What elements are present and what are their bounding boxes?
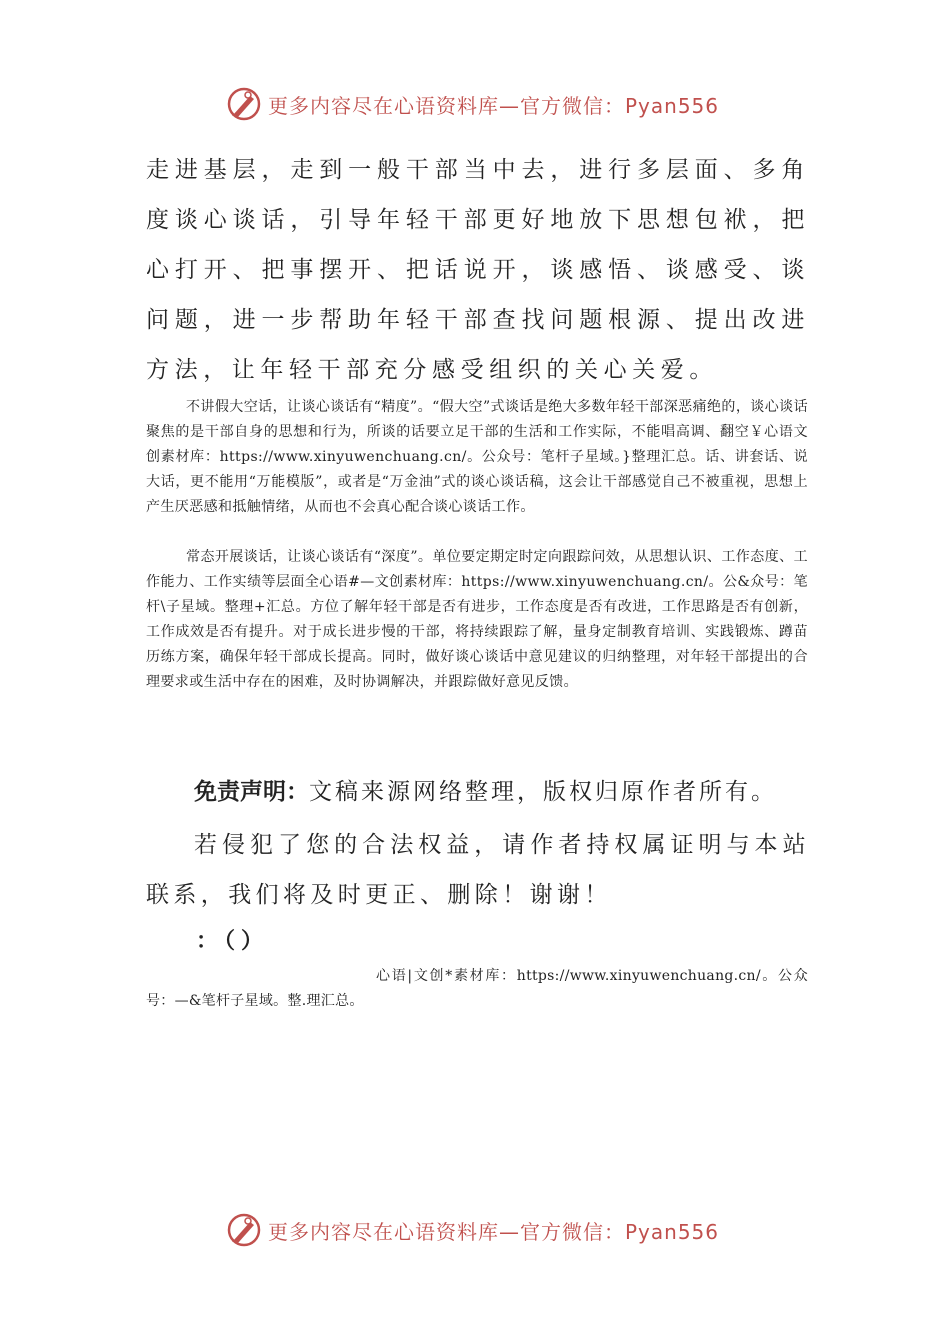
disclaimer-label: 免责声明： <box>194 779 309 805</box>
large-paragraph: 走进基层，走到一般干部当中去，进行多层面、多角度谈心谈话，引导年轻干部更好地放下思想包袱，把心打开、把事摆开、把话说开，谈感悟、谈感受、谈问题，进一步帮助年轻干部查找问题根源、提出改进方法，让年轻干部充分感受组织的关心关爱。 <box>146 157 810 383</box>
disclaimer-line-2: 若侵犯了您的合法权益，请作者持权属证明与本站联系，我们将及时更正、删除！谢谢！ <box>146 832 810 908</box>
body-paragraph-precision: 不讲假大空话，让谈心谈话有“精度”。“假大空”式谈话是绝大多数年轻干部深恶痛绝的，谈心谈话聚焦的是干部自身的思想和行为，所谈的话要立足干部的生活和工作实际，不能唱高调、翻空￥心语文创素材库：https://www.xinyuwenchuang.cn/。公众号：笔杆子星域。}整理汇总。话、讲套话、说大话，更不能用“万能模版”，或者是“万金油”式的谈心谈话稿，这会让干部感觉自己不被重视，思想上产生厌恶感和抵触情绪，从而也不会真心配合谈心谈话工作。 <box>146 399 808 515</box>
body-paragraph-depth: 常态开展谈话，让谈心谈话有“深度”。单位要定期定时定向跟踪问效，从思想认识、工作态度、工作能力、工作实绩等层面全心语#—文创素材库：https://www.xinyuwenchuang.cn/。公&众号：笔杆\子星域。整理+汇总。方位了解年轻干部是否有进步，工作态度是否有改进，工作思路是否有创新，工作成效是否有提升。对于成长进步慢的干部，将持续跟踪了解，量身定制教育培训、实践锻炼、蹲苗历练方案，确保年轻干部成长提高。同时，做好谈心谈话中意见建议的归纳整理，对年轻干部提出的合理要求或生活中存在的困难，及时协调解决，并跟踪做好意见反馈。 <box>146 549 808 690</box>
colon-brackets-line: ：（） <box>196 929 270 954</box>
disclaimer-text-1: 文稿来源网络整理，版权归原作者所有。 <box>309 779 777 805</box>
header-banner <box>226 84 726 124</box>
footer-banner-text: 更多内容尽在心语资料库—官方微信：Pyan556 <box>268 1219 720 1244</box>
pen-logo-icon <box>226 1212 262 1248</box>
header-banner-text: 更多内容尽在心语资料库—官方微信：Pyan556 <box>268 93 720 118</box>
disclaimer-line-1 <box>194 770 777 814</box>
source-note: 心语|文创*素材库：https://www.xinyuwenchuang.cn/。公众号：—&笔杆子星域。整.理汇总。 <box>146 968 808 1009</box>
pen-logo-icon <box>226 86 262 122</box>
footer-banner <box>226 1210 726 1250</box>
